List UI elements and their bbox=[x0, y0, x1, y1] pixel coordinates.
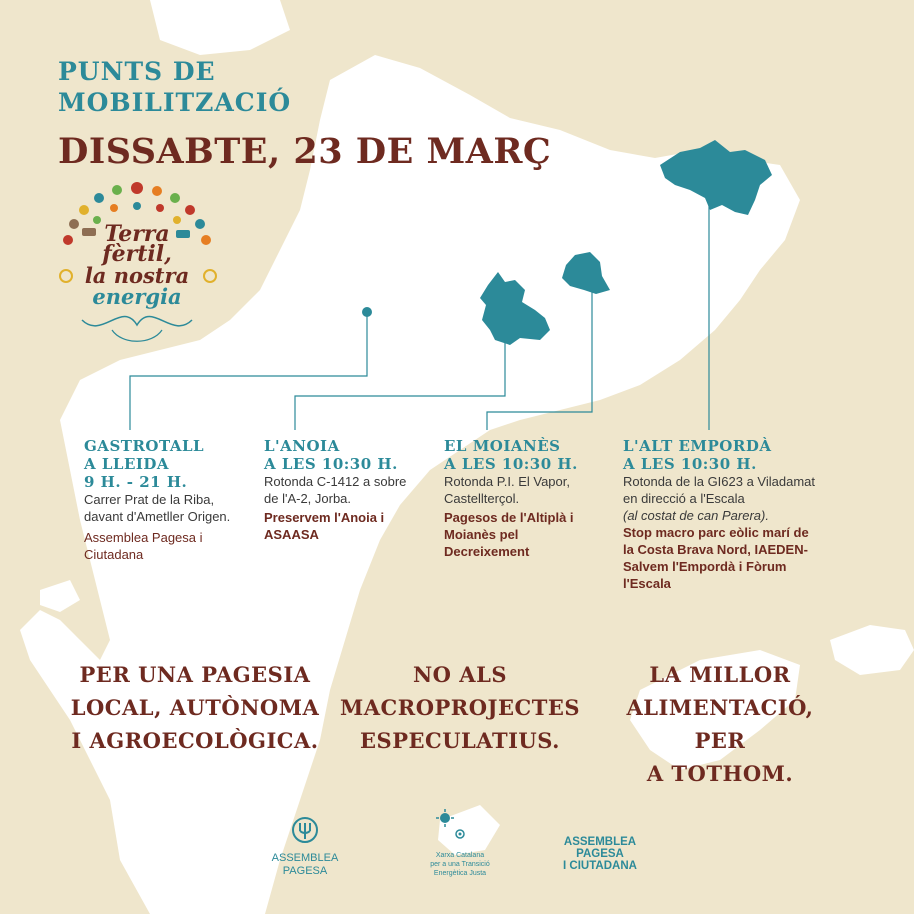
event-organizer: Pagesos de l'Altiplà i Moianès pel Decreixement bbox=[444, 510, 574, 559]
event-place: Carrer Prat de la Riba, davant d'Ametller Origen. bbox=[84, 492, 231, 524]
land-north bbox=[150, 0, 290, 55]
island-small bbox=[40, 580, 80, 612]
emblem-line3: la nostra bbox=[84, 263, 190, 288]
event-place-note: (al costat de can Parera). bbox=[623, 508, 769, 523]
slogan-line: PER UNA PAGESIA bbox=[79, 662, 311, 687]
produce-icon bbox=[156, 204, 164, 212]
logo-line: Energètica Justa bbox=[433, 870, 487, 877]
produce-icon bbox=[131, 182, 143, 194]
event-time: A LES 10:30 H. bbox=[623, 455, 757, 473]
slogan-line: ALIMENTACIÓ, PER bbox=[626, 695, 814, 753]
slogan-line: LOCAL, AUTÒNOMA bbox=[70, 695, 320, 720]
slogan-line: NO ALS bbox=[412, 662, 508, 687]
island-menorca bbox=[830, 625, 914, 675]
emblem-text bbox=[52, 221, 222, 309]
event-moianes bbox=[444, 437, 602, 560]
event-time: A LES 10:30 H. bbox=[444, 455, 578, 473]
swirl-ornament bbox=[112, 330, 162, 341]
event-organizer: Assemblea Pagesa i Ciutadana bbox=[84, 530, 203, 562]
slogan-line: LA MILLOR bbox=[649, 662, 791, 687]
emblem-line4: energia bbox=[92, 284, 182, 309]
emblem-line1: Terra bbox=[104, 221, 170, 247]
event-place: Rotonda P.I. El Vapor, Castellterçol. bbox=[444, 474, 570, 506]
title-line2: MOBILITZACIÓ bbox=[58, 88, 292, 117]
event-subtitle: A LLEIDA bbox=[84, 455, 170, 473]
logo-apc bbox=[550, 836, 650, 872]
produce-icon bbox=[110, 204, 118, 212]
event-organizer: Preservem l'Anoia i ASAASA bbox=[264, 510, 385, 542]
produce-icon bbox=[152, 186, 162, 196]
logo-line: Xarxa Catalana bbox=[435, 852, 485, 859]
slogan-line: I AGROECOLÒGICA. bbox=[71, 728, 319, 753]
event-place: Rotonda C-1412 a sobre de l'A-2, Jorba. bbox=[264, 474, 407, 506]
logo-line: per a una Transició bbox=[430, 861, 490, 868]
event-alt-emporda bbox=[623, 437, 823, 592]
logo-line: PAGESA bbox=[576, 848, 624, 860]
logo-line: ASSEMBLEA bbox=[563, 836, 637, 848]
event-title: L'ANOIA bbox=[264, 437, 340, 455]
event-organizer: Stop macro parc eòlic marí de la Costa Brava Nord, IAEDEN-Salvem l'Empordà i Fòrum l'Escala bbox=[623, 525, 809, 591]
slogan-local bbox=[70, 658, 320, 757]
logo-assemblea-pagesa bbox=[255, 815, 355, 878]
produce-icon bbox=[185, 205, 195, 215]
logo-line: I CIUTADANA bbox=[563, 860, 637, 872]
slogan-line: ESPECULATIUS. bbox=[360, 728, 560, 753]
event-date: DISSABTE, 23 DE MARÇ bbox=[58, 131, 552, 172]
event-title: EL MOIANÈS bbox=[444, 437, 561, 455]
produce-icon bbox=[170, 193, 180, 203]
logo-line: ASSEMBLEA bbox=[271, 852, 339, 864]
event-place: Rotonda de la GI623 a Viladamat en direcció a l'Escala bbox=[623, 474, 816, 506]
page-title bbox=[58, 56, 291, 118]
sun-network-icon bbox=[405, 808, 515, 846]
event-anoia bbox=[264, 437, 424, 543]
produce-icon bbox=[173, 216, 181, 224]
produce-icon bbox=[133, 202, 141, 210]
event-time: 9 H. - 21 H. bbox=[84, 473, 188, 491]
slogan-alimentacio bbox=[600, 658, 840, 790]
produce-icon bbox=[112, 185, 122, 195]
event-time: A LES 10:30 H. bbox=[264, 455, 398, 473]
emblem-line2: fèrtil, bbox=[102, 241, 172, 267]
slogan-macroprojectes bbox=[330, 658, 590, 757]
event-lleida bbox=[84, 437, 252, 563]
event-title: L'ALT EMPORDÀ bbox=[623, 437, 772, 455]
produce-icon bbox=[94, 193, 104, 203]
title-line1: PUNTS DE bbox=[58, 57, 216, 86]
logo-xarxa bbox=[405, 808, 515, 878]
event-title: GASTROTALL bbox=[84, 437, 205, 455]
swirl-ornament bbox=[82, 316, 192, 325]
slogan-line: MACROPROJECTES bbox=[340, 695, 580, 720]
pitchfork-icon bbox=[255, 815, 355, 847]
produce-icon bbox=[93, 216, 101, 224]
slogan-line: A TOTHOM. bbox=[646, 761, 794, 786]
emblem bbox=[52, 180, 222, 350]
logo-line: PAGESA bbox=[282, 865, 328, 877]
produce-icon bbox=[79, 205, 89, 215]
